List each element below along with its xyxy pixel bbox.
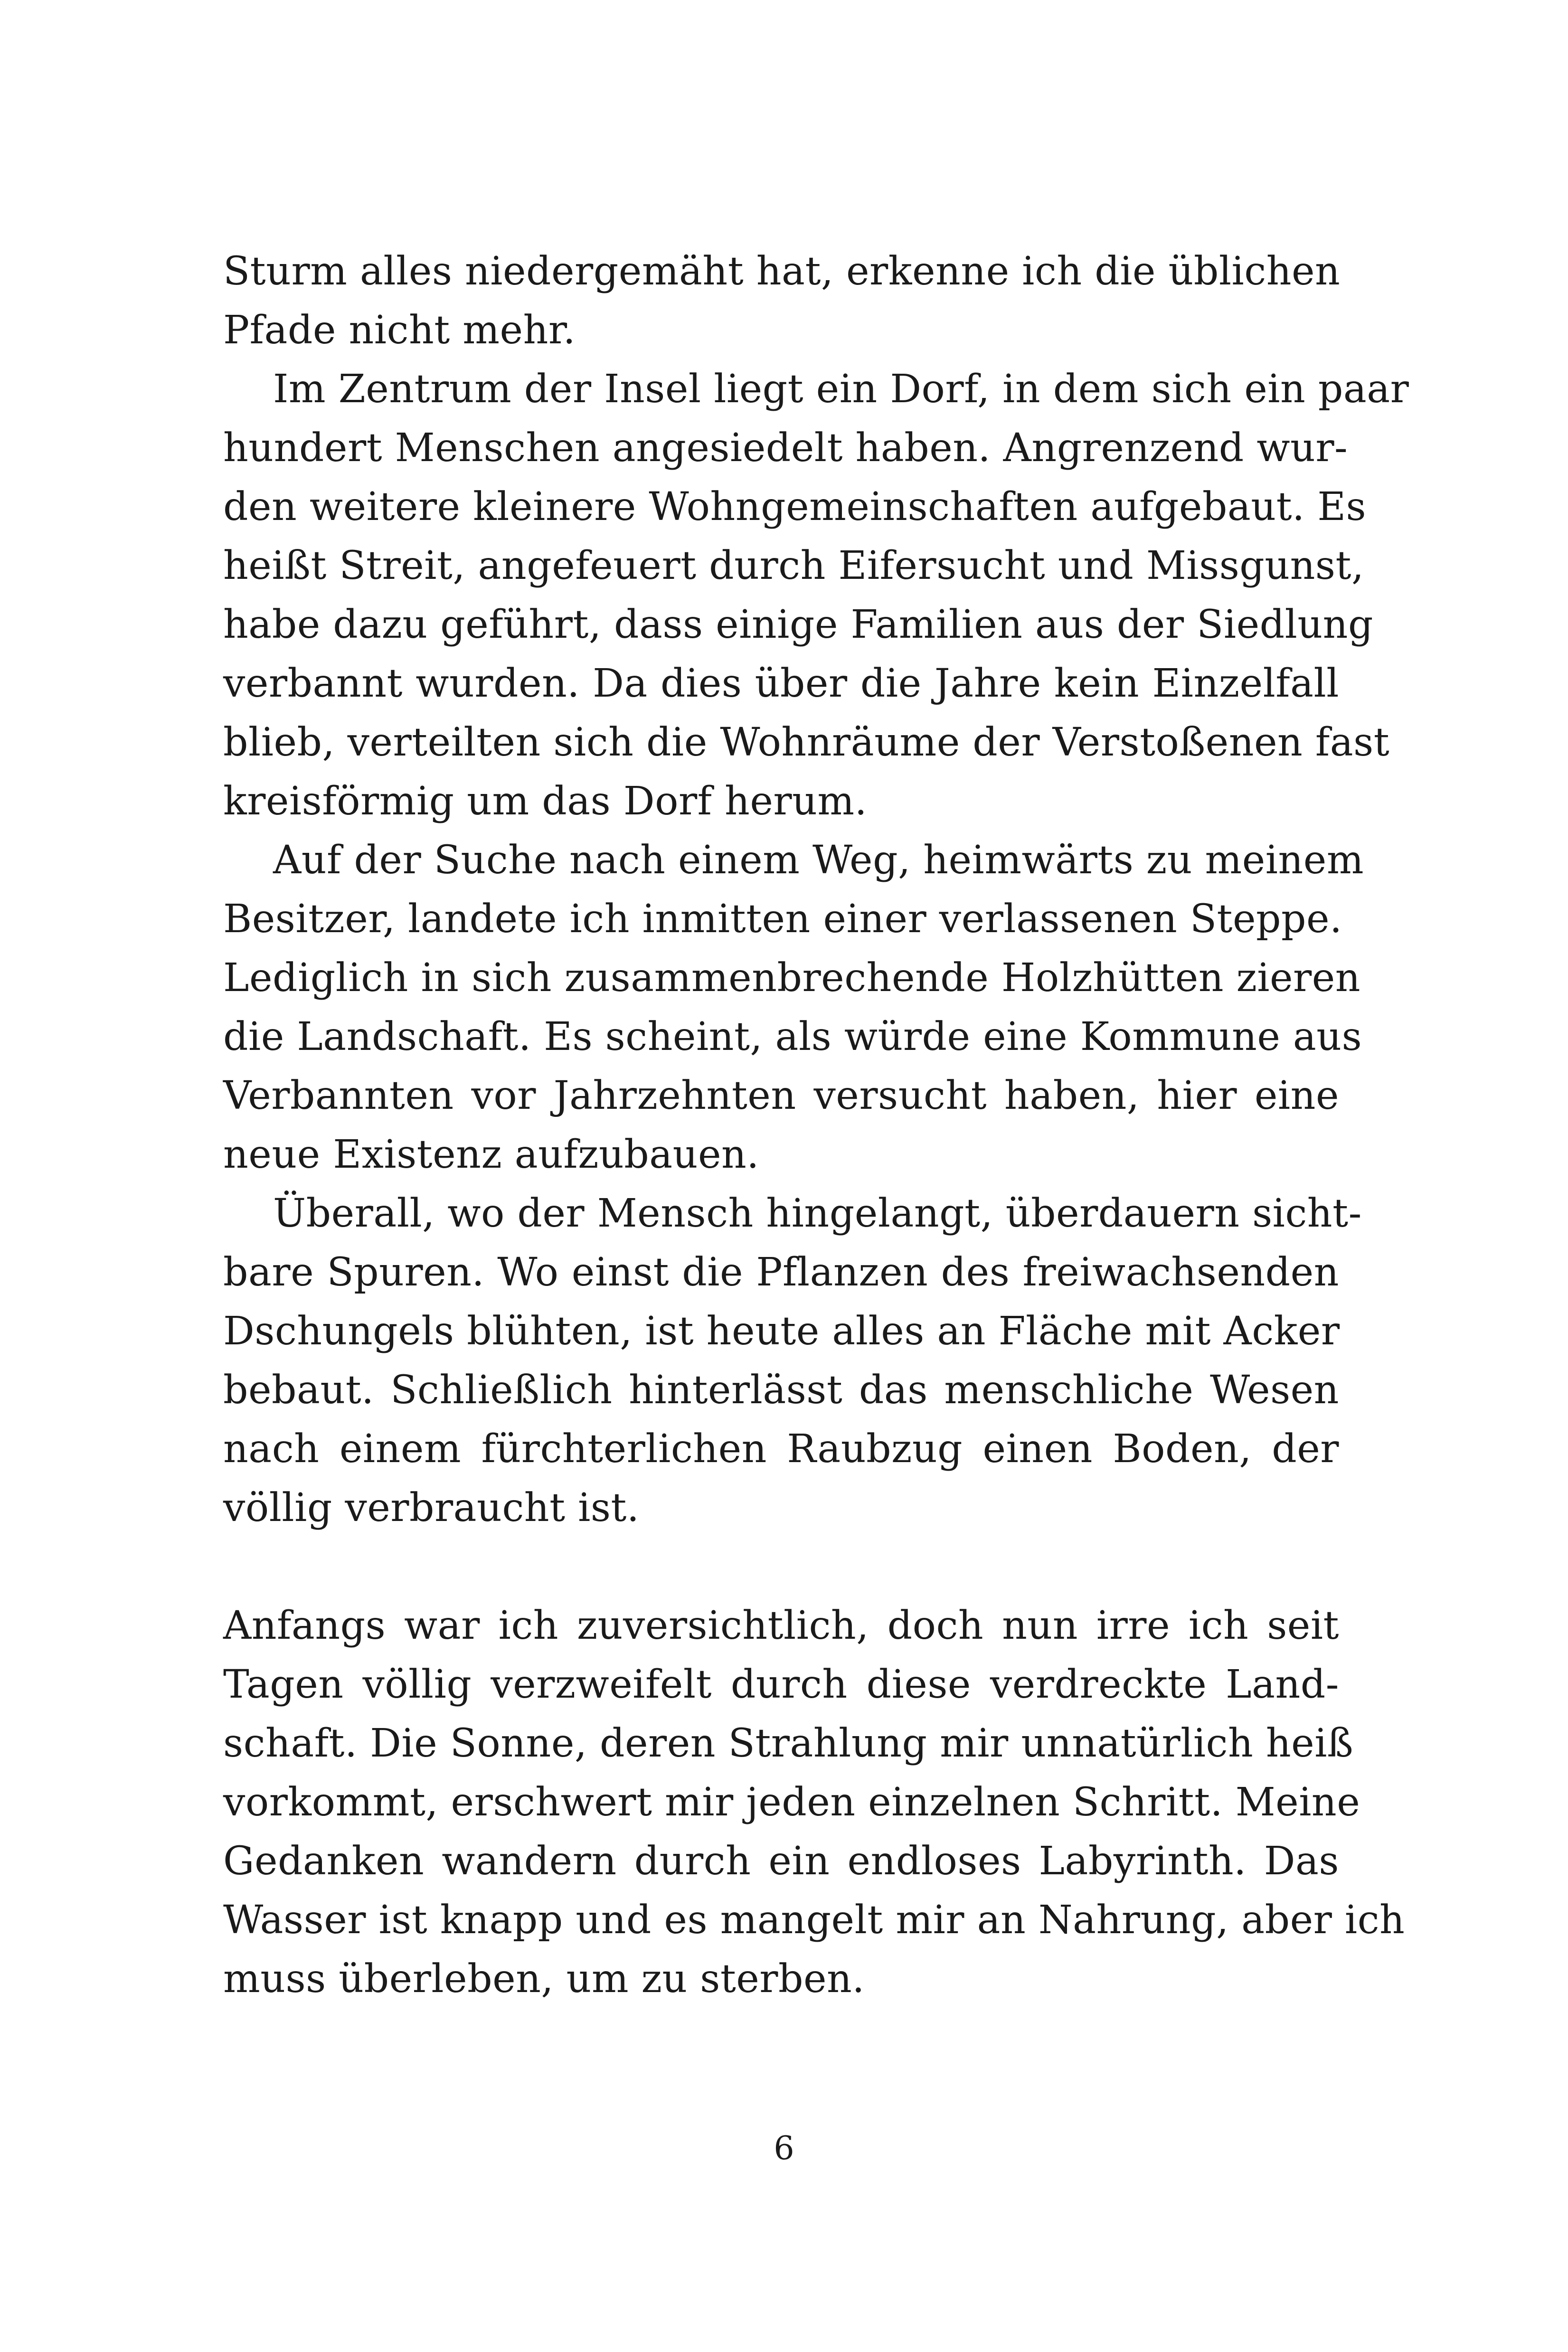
text-line: Dschungels blühten, ist heute alles an Fläche mit Acker bbox=[223, 1309, 1340, 1354]
text-line: Wasser ist knapp und es mangelt mir an Nahrung, aber ich bbox=[223, 1898, 1405, 1943]
paragraph bbox=[223, 831, 1364, 1184]
text-line: Überall, wo der Mensch hingelangt, überdauern sicht- bbox=[273, 1191, 1362, 1236]
text-line: schaft. Die Sonne, deren Strahlung mir unnatürlich heiß bbox=[223, 1721, 1354, 1766]
paragraph bbox=[223, 1596, 1405, 2009]
text-line: Tagen völlig verzweifelt durch diese verdreckte Land- bbox=[223, 1662, 1339, 1707]
text-line: bare Spuren. Wo einst die Pflanzen des freiwachsenden bbox=[223, 1250, 1339, 1295]
text-line: Auf der Suche nach einem Weg, heimwärts zu meinem bbox=[273, 838, 1364, 883]
text-line: die Landschaft. Es scheint, als würde eine Kommune aus bbox=[223, 1014, 1362, 1059]
page-number: 6 bbox=[774, 2130, 794, 2167]
section-break bbox=[223, 1538, 1339, 1596]
text-line: habe dazu geführt, dass einige Familien aus der Siedlung bbox=[223, 602, 1373, 647]
paragraph bbox=[223, 242, 1339, 360]
text-line: Im Zentrum der Insel liegt ein Dorf, in dem sich ein paar bbox=[273, 367, 1409, 412]
text-line: vorkommt, erschwert mir jeden einzelnen Schritt. Meine bbox=[223, 1780, 1360, 1825]
text-line: muss überleben, um zu sterben. bbox=[223, 1956, 865, 2002]
text-line: kreisförmig um das Dorf herum. bbox=[223, 779, 868, 824]
text-line: Besitzer, landete ich inmitten einer verlassenen Steppe. bbox=[223, 897, 1342, 942]
paragraph bbox=[223, 360, 1409, 831]
text-line: Pfade nicht mehr. bbox=[223, 308, 576, 353]
text-line: neue Existenz aufzubauen. bbox=[223, 1132, 759, 1177]
text-line: Lediglich in sich zusammenbrechende Holzhütten zieren bbox=[223, 955, 1361, 1001]
text-line: Anfangs war ich zuversichtlich, doch nun irre ich seit bbox=[223, 1603, 1339, 1648]
text-line: Verbannten vor Jahrzehnten versucht haben, hier eine bbox=[223, 1073, 1339, 1118]
text-line: nach einem fürchterlichen Raubzug einen Boden, der bbox=[223, 1426, 1339, 1472]
paragraph bbox=[223, 1184, 1362, 1538]
text-line: verbannt wurden. Da dies über die Jahre kein Einzelfall bbox=[223, 661, 1339, 706]
text-line: Sturm alles niedergemäht hat, erkenne ich die üblichen bbox=[223, 249, 1341, 294]
text-line: hundert Menschen angesiedelt haben. Angrenzend wur- bbox=[223, 425, 1348, 471]
body-text bbox=[223, 242, 1409, 2009]
text-line: heißt Streit, angefeuert durch Eifersucht und Missgunst, bbox=[223, 543, 1364, 588]
text-line: völlig verbraucht ist. bbox=[223, 1485, 640, 1530]
text-line: blieb, verteilten sich die Wohnräume der Verstoßenen fast bbox=[223, 720, 1390, 765]
text-line: bebaut. Schließlich hinterlässt das menschliche Wesen bbox=[223, 1368, 1339, 1413]
text-line: den weitere kleinere Wohngemeinschaften aufgebaut. Es bbox=[223, 484, 1367, 529]
text-line: Gedanken wandern durch ein endloses Labyrinth. Das bbox=[223, 1839, 1339, 1884]
